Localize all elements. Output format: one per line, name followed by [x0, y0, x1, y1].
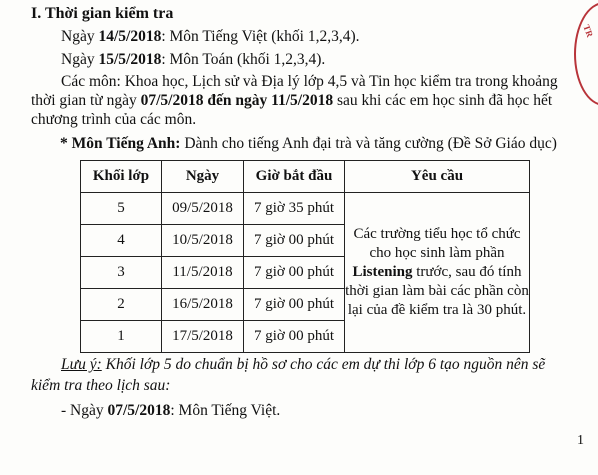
line-prefix: - Ngày [61, 402, 108, 419]
cell-date: 09/5/2018 [162, 193, 244, 225]
para-date-range: 07/5/2018 đến ngày 11/5/2018 [140, 92, 334, 109]
cell-date: 16/5/2018 [162, 289, 244, 321]
cell-time: 7 giờ 00 phút [244, 289, 345, 321]
cell-grade: 4 [81, 225, 162, 257]
english-label: Môn Tiếng Anh: [71, 135, 181, 152]
line-date: 15/5/2018 [98, 51, 162, 68]
note-line-2: kiểm tra theo lịch sau: [31, 377, 171, 394]
cell-time: 7 giờ 35 phút [244, 193, 345, 225]
cell-grade: 3 [81, 257, 162, 289]
cell-grade: 5 [81, 193, 162, 225]
english-subject-line [60, 134, 557, 154]
line-rest: : Môn Toán (khối 1,2,3,4). [161, 51, 326, 68]
table-row [81, 193, 530, 225]
cell-time: 7 giờ 00 phút [244, 257, 345, 289]
line-prefix: Ngày [61, 28, 99, 45]
section-heading: I. Thời gian kiểm tra [31, 5, 174, 22]
table-header-row [81, 161, 530, 193]
english-description: Dành cho tiếng Anh đại trà và tăng cường (Đề Sở Giáo dục) [180, 135, 557, 152]
line-rest: : Môn Tiếng Việt. [170, 402, 281, 419]
cell-grade: 2 [81, 289, 162, 321]
line-date: 14/5/2018 [98, 28, 162, 45]
line-prefix: Ngày [61, 51, 99, 68]
cell-requirement [345, 193, 530, 353]
cell-time: 7 giờ 00 phút [244, 225, 345, 257]
paragraph-line-1: Các môn: Khoa học, Lịch sử và Địa lý lớp 4,5 và Tin học kiểm tra trong khoảng [61, 73, 558, 90]
schedule-line-2 [61, 50, 325, 70]
line-rest: : Môn Tiếng Việt (khối 1,2,3,4). [161, 28, 360, 45]
cell-date: 10/5/2018 [162, 225, 244, 257]
para-text-c: sau khi các em học sinh đã học hết [333, 92, 553, 109]
requirement-text-a: Các trường tiểu học tổ chức cho học sinh làm phần [353, 226, 521, 261]
last-schedule-line [61, 401, 280, 421]
schedule-line-1 [61, 27, 359, 47]
bullet: * [60, 135, 72, 152]
schedule-table [80, 160, 530, 353]
header-date: Ngày [162, 161, 244, 193]
red-stamp: TR [574, 2, 598, 106]
cell-date: 17/5/2018 [162, 321, 244, 353]
paragraph-line-2 [31, 91, 552, 111]
note-line-1 [61, 355, 545, 375]
line-date: 07/5/2018 [107, 402, 171, 419]
requirement-listening: Listening [352, 264, 413, 280]
cell-time: 7 giờ 00 phút [244, 321, 345, 353]
requirement-text-b: trước, sau đó tính thời gian làm bài các phần còn lại của đề kiểm tra là 30 phút. [345, 264, 529, 318]
cell-grade: 1 [81, 321, 162, 353]
header-start-time: Giờ bắt đầu [244, 161, 345, 193]
note-text: Khối lớp 5 do chuẩn bị hồ sơ cho các em dự thi lớp 6 tạo nguồn nên sẽ [101, 356, 546, 373]
header-grade: Khối lớp [81, 161, 162, 193]
note-label: Lưu ý: [61, 356, 102, 373]
page-number: 1 [577, 433, 584, 448]
header-requirement: Yêu cầu [345, 161, 530, 193]
paragraph-line-3: chương trình của các môn. [31, 111, 197, 128]
cell-date: 11/5/2018 [162, 257, 244, 289]
para-text-a: thời gian từ ngày [31, 92, 141, 109]
